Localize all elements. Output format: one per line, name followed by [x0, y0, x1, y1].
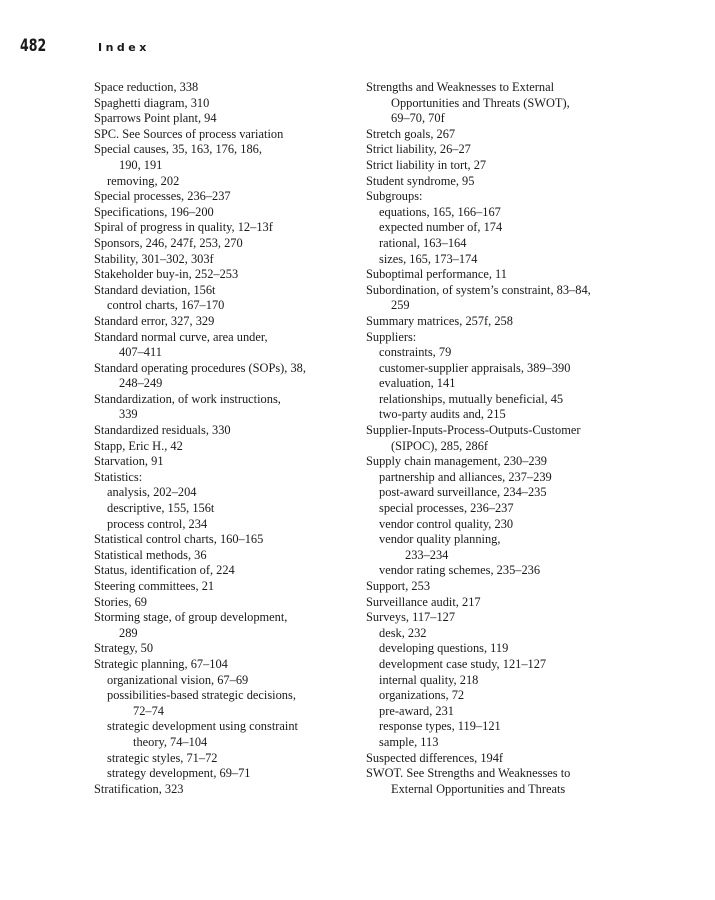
index-entry: Strict liability in tort, 27	[366, 157, 487, 172]
index-entry: rational, 163–164	[379, 235, 467, 250]
index-entry: Starvation, 91	[94, 454, 164, 469]
index-entry: 339	[119, 407, 138, 422]
index-entry: Supply chain management, 230–239	[366, 454, 548, 469]
index-entry: Strategy, 50	[94, 641, 154, 656]
section-title: Index	[98, 41, 150, 54]
index-entry: Standardization, of work instructions,	[94, 391, 281, 406]
index-entry: two-party audits and, 215	[379, 407, 506, 422]
index-entry: Statistical control charts, 160–165	[94, 532, 264, 547]
index-entry: Specifications, 196–200	[94, 204, 214, 219]
index-entry: strategic styles, 71–72	[107, 750, 218, 765]
page-header	[20, 36, 150, 56]
index-entry: Steering committees, 21	[94, 579, 215, 593]
index-entry: customer-supplier appraisals, 389–390	[379, 360, 571, 375]
index-entry: Storming stage, of group development,	[94, 610, 288, 625]
index-entry: SPC. See Sources of process variation	[94, 126, 284, 141]
index-entry: vendor quality planning,	[379, 532, 501, 547]
index-entry: Standardized residuals, 330	[94, 423, 231, 438]
index-entry: Standard normal curve, area under,	[94, 329, 268, 344]
index-entry: Stapp, Eric H., 42	[94, 438, 183, 453]
index-entry: 289	[119, 625, 138, 640]
index-entry: Student syndrome, 95	[366, 173, 475, 188]
index-entry: Supplier-Inputs-Process-Outputs-Customer	[366, 423, 581, 438]
index-entry: removing, 202	[107, 173, 180, 188]
index-column-right	[366, 80, 666, 797]
index-entry: 259	[391, 298, 410, 313]
index-entry: constraints, 79	[379, 345, 452, 360]
index-entry: 233–234	[405, 547, 449, 562]
index-entry: strategic development using constraint	[107, 719, 298, 734]
index-entry: Spiral of progress in quality, 12–13f	[94, 220, 273, 235]
index-entry: Surveillance audit, 217	[366, 594, 481, 609]
index-entry: 248–249	[119, 376, 163, 391]
index-entry: Stratification, 323	[94, 781, 184, 796]
page-number: 482	[20, 36, 47, 56]
index-entry: desk, 232	[379, 625, 427, 640]
index-entry: organizational vision, 67–69	[107, 672, 249, 687]
index-entry: control charts, 167–170	[107, 298, 225, 313]
index-entry: Suboptimal performance, 11	[366, 267, 507, 282]
index-entry: Opportunities and Threats (SWOT),	[391, 95, 570, 110]
index-entry: Statistics:	[94, 469, 143, 484]
index-entry: development case study, 121–127	[379, 656, 547, 671]
index-entry: Special processes, 236–237	[94, 189, 231, 204]
index-entry: Status, identification of, 224	[94, 563, 235, 578]
index-entry: Sponsors, 246, 247f, 253, 270	[94, 235, 243, 250]
index-entry: Sparrows Point plant, 94	[94, 111, 217, 126]
index-entry: possibilities-based strategic decisions,	[107, 688, 296, 703]
index-entry: descriptive, 155, 156t	[107, 501, 215, 516]
index-entry: sizes, 165, 173–174	[379, 251, 478, 266]
index-entry: Stretch goals, 267	[366, 126, 456, 141]
index-entry: vendor rating schemes, 235–236	[379, 563, 541, 578]
index-entry: Subordination, of system’s constraint, 83–84,	[366, 282, 591, 297]
index-entry: Surveys, 117–127	[366, 610, 456, 625]
index-entry: sample, 113	[379, 734, 439, 749]
index-entry: Standard deviation, 156t	[94, 282, 216, 297]
index-entry: 407–411	[119, 345, 162, 360]
index-entry: expected number of, 174	[379, 220, 503, 235]
index-entry: internal quality, 218	[379, 672, 479, 687]
index-entry: Stability, 301–302, 303f	[94, 251, 214, 266]
index-entry: Strategic planning, 67–104	[94, 656, 228, 671]
index-entry: Suppliers:	[366, 329, 417, 344]
index-entry: Stakeholder buy-in, 252–253	[94, 267, 239, 282]
index-entry: developing questions, 119	[379, 641, 509, 656]
index-column-left	[94, 80, 356, 797]
index-entry: vendor control quality, 230	[379, 516, 514, 531]
index-entry: 190, 191	[119, 157, 163, 172]
index-entry: partnership and alliances, 237–239	[379, 469, 552, 484]
index-entry: Strict liability, 26–27	[366, 142, 471, 157]
index-entry: relationships, mutually beneficial, 45	[379, 391, 564, 406]
index-entry: special processes, 236–237	[379, 501, 514, 516]
index-entry: Special causes, 35, 163, 176, 186,	[94, 142, 262, 157]
index-entry: Summary matrices, 257f, 258	[366, 313, 513, 328]
index-entry: Strengths and Weaknesses to External	[366, 80, 555, 94]
index-entry: strategy development, 69–71	[107, 766, 251, 781]
index-entry: (SIPOC), 285, 286f	[391, 438, 489, 453]
index-entry: Subgroups:	[366, 189, 423, 204]
index-entry: Suspected differences, 194f	[366, 750, 504, 765]
index-entry: 72–74	[133, 703, 164, 718]
index-entry: Standard error, 327, 329	[94, 313, 215, 328]
index-entry: evaluation, 141	[379, 376, 456, 391]
index-entry: analysis, 202–204	[107, 485, 197, 500]
index-entry: 69–70, 70f	[391, 111, 445, 126]
index-entry: Space reduction, 338	[94, 80, 199, 94]
index-entry: pre-award, 231	[379, 703, 454, 718]
index-entry: organizations, 72	[379, 688, 465, 703]
index-entry: Spaghetti diagram, 310	[94, 95, 210, 110]
index-entry: SWOT. See Strengths and Weaknesses to	[366, 766, 571, 781]
index-entry: response types, 119–121	[379, 719, 501, 734]
index-entry: Standard operating procedures (SOPs), 38,	[94, 360, 306, 375]
index-entry: External Opportunities and Threats	[391, 781, 566, 796]
index-entry: Stories, 69	[94, 594, 148, 609]
index-entry: post-award surveillance, 234–235	[379, 485, 547, 500]
index-entry: equations, 165, 166–167	[379, 204, 501, 219]
index-entry: theory, 74–104	[133, 734, 208, 749]
index-entry: Support, 253	[366, 579, 431, 593]
index-entry: Statistical methods, 36	[94, 547, 207, 562]
index-entry: process control, 234	[107, 516, 208, 531]
